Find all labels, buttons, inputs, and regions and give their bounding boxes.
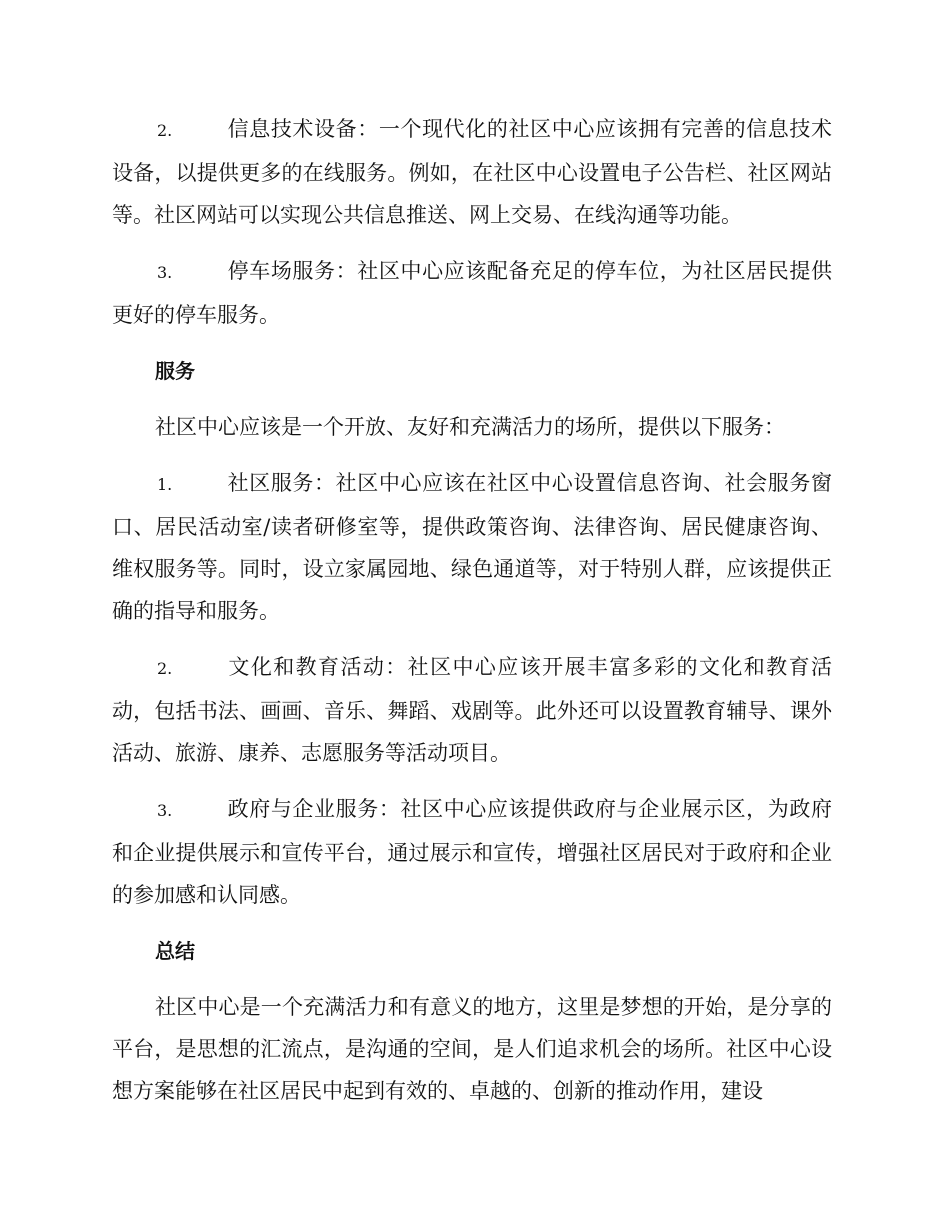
list-item-government-enterprise bbox=[112, 788, 832, 916]
list-item-culture-education bbox=[112, 646, 832, 774]
list-text: 信息技术设备：一个现代化的社区中心应该拥有完善的信息技术设备，以提供更多的在线服务。例如，在社区中心设置电子公告栏、社区网站等。社区网站可以实现公共信息推送、网上交易、在线沟通等功能。 bbox=[112, 117, 832, 227]
list-item-community-service bbox=[112, 462, 832, 632]
document-body bbox=[112, 108, 832, 1126]
list-text: 文化和教育活动：社区中心应该开展丰富多彩的文化和教育活动，包括书法、画画、音乐、舞蹈、戏剧等。此外还可以设置教育辅导、课外活动、旅游、康养、志愿服务等活动项目。 bbox=[112, 655, 832, 765]
services-intro-paragraph: 社区中心应该是一个开放、友好和充满活力的场所，提供以下服务： bbox=[155, 415, 785, 439]
summary-paragraph: 社区中心是一个充满活力和有意义的地方，这里是梦想的开始，是分享的平台，是思想的汇流点，是沟通的空间，是人们追求机会的场所。社区中心设想方案能够在社区居民中起到有效的、卓越的、创新的推动作用，建设 bbox=[112, 995, 832, 1103]
list-text: 停车场服务：社区中心应该配备充足的停车位，为社区居民提供更好的停车服务。 bbox=[112, 259, 832, 327]
list-text: 政府与企业服务：社区中心应该提供政府与企业展示区，为政府和企业提供展示和宣传平台，通过展示和宣传，增强社区居民对于政府和企业的参加感和认同感。 bbox=[112, 797, 832, 907]
list-number: 3. bbox=[157, 263, 173, 282]
list-text: 社区服务：社区中心应该在社区中心设置信息咨询、社会服务窗口、居民活动室/读者研修室等，提供政策咨询、法律咨询、居民健康咨询、维权服务等。同时，设立家属园地、绿色通道等，对于特别人群，应该提供正确的指导和服务。 bbox=[112, 471, 832, 623]
list-number: 2. bbox=[157, 121, 173, 140]
list-number: 3. bbox=[157, 801, 173, 820]
section-heading-services: 服务 bbox=[155, 359, 195, 383]
list-number: 1. bbox=[157, 475, 173, 494]
list-item-it-equipment bbox=[112, 108, 832, 236]
list-item-parking bbox=[112, 250, 832, 336]
section-heading-summary: 总结 bbox=[155, 939, 195, 963]
list-number: 2. bbox=[157, 659, 173, 678]
